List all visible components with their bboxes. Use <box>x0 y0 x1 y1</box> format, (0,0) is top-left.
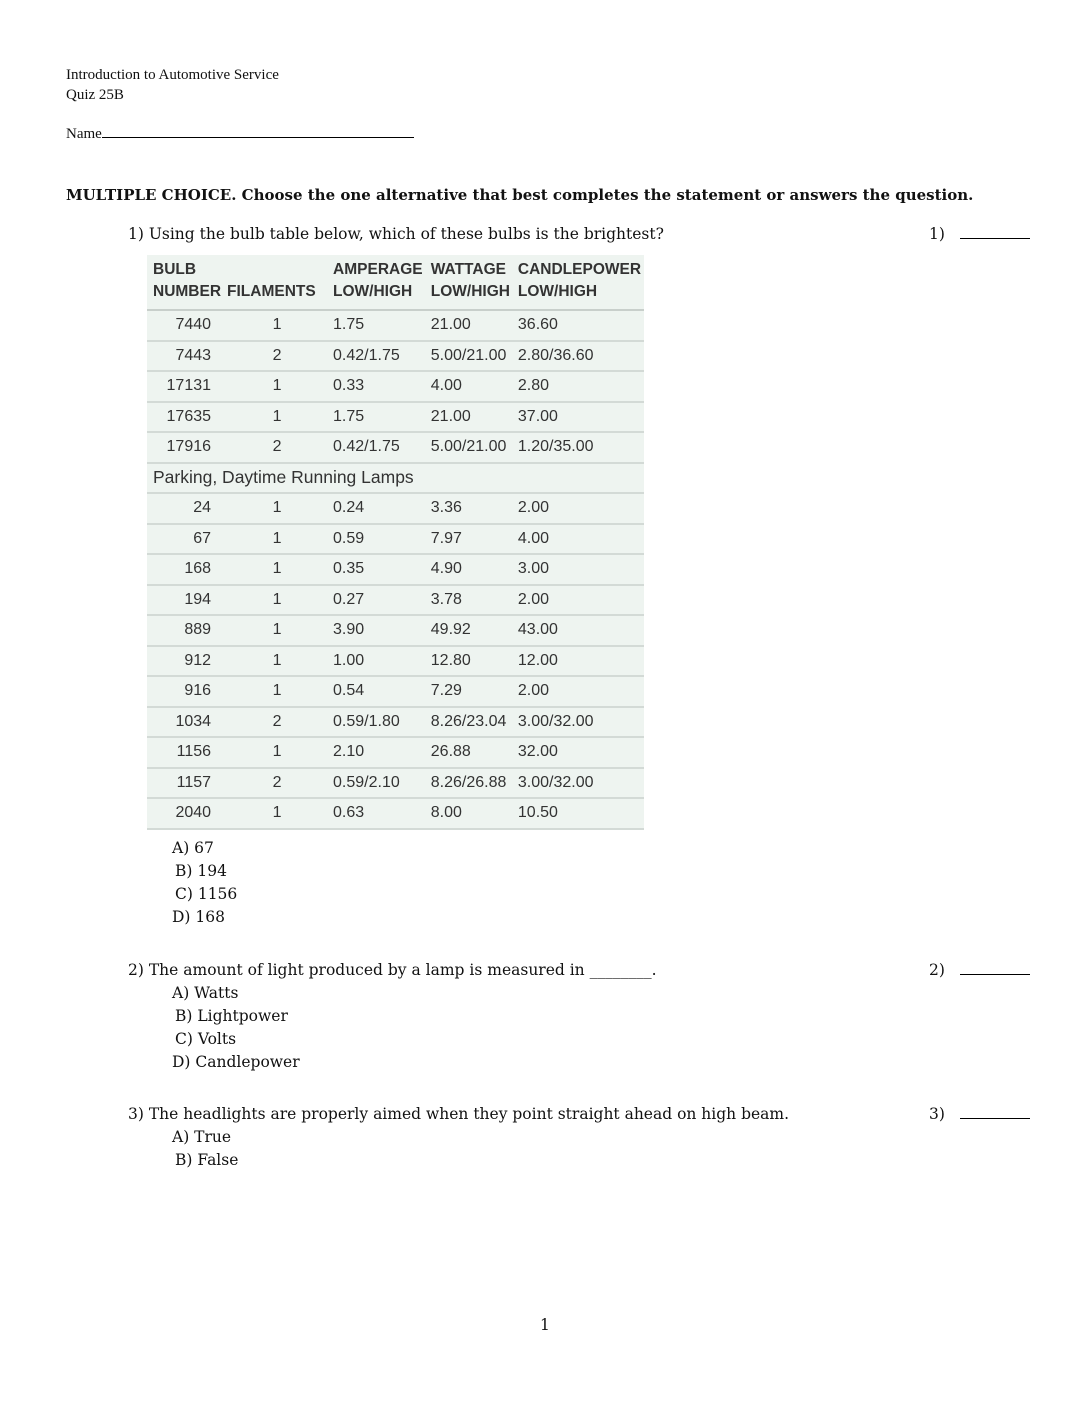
table-cell: 17916 <box>147 432 221 463</box>
column-header: FILAMENTS <box>221 255 327 310</box>
table-cell: 3.00/32.00 <box>512 707 644 738</box>
option-b[interactable]: B) 194 <box>175 862 227 880</box>
table-cell: 43.00 <box>512 615 644 646</box>
table-cell: 4.90 <box>425 554 512 585</box>
table-cell: 1 <box>221 585 327 616</box>
table-cell: 194 <box>147 585 221 616</box>
table-cell: 0.24 <box>327 493 425 524</box>
table-cell: 0.63 <box>327 798 425 829</box>
table-cell: 4.00 <box>512 524 644 555</box>
table-cell: 24 <box>147 493 221 524</box>
option-a[interactable]: A) Watts <box>172 984 239 1002</box>
table-cell: 3.36 <box>425 493 512 524</box>
table-row <box>147 432 644 463</box>
table-cell: 2.10 <box>327 737 425 768</box>
table-cell: 0.59/1.80 <box>327 707 425 738</box>
table-row <box>147 646 644 677</box>
answer-1-label: 1) <box>929 225 945 243</box>
table-cell: 1 <box>221 615 327 646</box>
table-cell: 1 <box>221 798 327 829</box>
answer-3[interactable] <box>929 1105 1030 1123</box>
table-cell: 2040 <box>147 798 221 829</box>
section-row <box>147 463 644 494</box>
instructions: MULTIPLE CHOICE. Choose the one alternative that best completes the statement or answers the question. <box>66 186 974 204</box>
table-cell: 1157 <box>147 768 221 799</box>
table-cell: 7440 <box>147 310 221 341</box>
table-cell: 889 <box>147 615 221 646</box>
table-cell: 0.27 <box>327 585 425 616</box>
table-cell: 2 <box>221 432 327 463</box>
table-cell: 2.80 <box>512 371 644 402</box>
bulb-table <box>147 255 644 830</box>
table-cell: 1 <box>221 402 327 433</box>
table-cell: 1156 <box>147 737 221 768</box>
table-cell: 3.90 <box>327 615 425 646</box>
table-cell: 1 <box>221 676 327 707</box>
option-b[interactable]: B) Lightpower <box>175 1007 288 1025</box>
answer-1-blank[interactable] <box>960 238 1030 239</box>
table-row <box>147 768 644 799</box>
table-cell: 21.00 <box>425 310 512 341</box>
table-row <box>147 676 644 707</box>
option-a[interactable]: A) True <box>172 1128 232 1146</box>
table-row <box>147 615 644 646</box>
page-number: 1 <box>540 1316 550 1334</box>
table-cell: 1034 <box>147 707 221 738</box>
table-cell: 67 <box>147 524 221 555</box>
table-cell: 5.00/21.00 <box>425 432 512 463</box>
table-cell: 0.33 <box>327 371 425 402</box>
table-cell: 912 <box>147 646 221 677</box>
table-cell: 0.42/1.75 <box>327 432 425 463</box>
question-2-text: 2) The amount of light produced by a lamp is measured in ________. <box>128 961 657 979</box>
table-row <box>147 707 644 738</box>
table-cell: 49.92 <box>425 615 512 646</box>
table-cell: 1 <box>221 737 327 768</box>
table-cell: 32.00 <box>512 737 644 768</box>
table-cell: 21.00 <box>425 402 512 433</box>
option-d[interactable]: D) Candlepower <box>172 1053 300 1071</box>
table-cell: 1 <box>221 493 327 524</box>
table-cell: 1.75 <box>327 402 425 433</box>
table-cell: 3.00/32.00 <box>512 768 644 799</box>
table-cell: 26.88 <box>425 737 512 768</box>
table-cell: 17635 <box>147 402 221 433</box>
column-header: BULB NUMBER <box>147 255 221 310</box>
table-row <box>147 798 644 829</box>
table-cell: 12.00 <box>512 646 644 677</box>
table-cell: 0.42/1.75 <box>327 341 425 372</box>
table-cell: 2.00 <box>512 585 644 616</box>
answer-2-blank[interactable] <box>960 974 1030 975</box>
name-blank[interactable] <box>102 137 414 138</box>
name-field[interactable] <box>66 126 414 143</box>
table-row <box>147 310 644 341</box>
table-cell: 17131 <box>147 371 221 402</box>
table-cell: 2 <box>221 707 327 738</box>
option-c[interactable]: C) Volts <box>175 1030 237 1048</box>
table-row <box>147 371 644 402</box>
answer-1[interactable] <box>929 225 1030 243</box>
table-cell: 0.59 <box>327 524 425 555</box>
table-cell: 168 <box>147 554 221 585</box>
table-cell: 2.00 <box>512 676 644 707</box>
table-cell: 2 <box>221 768 327 799</box>
section-title: Parking, Daytime Running Lamps <box>147 463 644 494</box>
column-header: AMPERAGE LOW/HIGH <box>327 255 425 310</box>
table-cell: 8.00 <box>425 798 512 829</box>
name-label: Name <box>66 126 102 142</box>
table-cell: 3.78 <box>425 585 512 616</box>
table-cell: 8.26/23.04 <box>425 707 512 738</box>
table-cell: 7.97 <box>425 524 512 555</box>
table-cell: 7.29 <box>425 676 512 707</box>
table-cell: 2.80/36.60 <box>512 341 644 372</box>
table-cell: 1.75 <box>327 310 425 341</box>
table-cell: 0.54 <box>327 676 425 707</box>
table-cell: 0.59/2.10 <box>327 768 425 799</box>
option-d[interactable]: D) 168 <box>172 908 225 926</box>
table-cell: 1 <box>221 310 327 341</box>
table-cell: 916 <box>147 676 221 707</box>
table-cell: 8.26/26.88 <box>425 768 512 799</box>
table-cell: 1 <box>221 554 327 585</box>
table-cell: 1 <box>221 371 327 402</box>
table-cell: 1 <box>221 524 327 555</box>
table-cell: 4.00 <box>425 371 512 402</box>
table-row <box>147 737 644 768</box>
table-cell: 37.00 <box>512 402 644 433</box>
course-title: Introduction to Automotive Service <box>66 67 279 83</box>
table-cell: 5.00/21.00 <box>425 341 512 372</box>
table-cell: 12.80 <box>425 646 512 677</box>
table-cell: 36.60 <box>512 310 644 341</box>
table-row <box>147 585 644 616</box>
table-row <box>147 554 644 585</box>
option-b[interactable]: B) False <box>175 1151 239 1169</box>
table-cell: 0.35 <box>327 554 425 585</box>
option-c[interactable]: C) 1156 <box>175 885 238 903</box>
column-header: CANDLEPOWER LOW/HIGH <box>512 255 644 310</box>
table-cell: 7443 <box>147 341 221 372</box>
table-row <box>147 493 644 524</box>
answer-3-blank[interactable] <box>960 1118 1030 1119</box>
question-3-text: 3) The headlights are properly aimed when they point straight ahead on high beam. <box>128 1105 790 1123</box>
answer-2-label: 2) <box>929 961 945 979</box>
table-cell: 10.50 <box>512 798 644 829</box>
table-cell: 1.20/35.00 <box>512 432 644 463</box>
table-row <box>147 341 644 372</box>
table-row <box>147 524 644 555</box>
table-row <box>147 402 644 433</box>
option-a[interactable]: A) 67 <box>172 839 214 857</box>
quiz-title: Quiz 25B <box>66 87 124 103</box>
table-cell: 1 <box>221 646 327 677</box>
table-cell: 1.00 <box>327 646 425 677</box>
table-cell: 2 <box>221 341 327 372</box>
question-1-text: 1) Using the bulb table below, which of these bulbs is the brightest? <box>128 225 664 243</box>
answer-3-label: 3) <box>929 1105 945 1123</box>
table-cell: 2.00 <box>512 493 644 524</box>
column-header: WATTAGE LOW/HIGH <box>425 255 512 310</box>
answer-2[interactable] <box>929 961 1030 979</box>
table-cell: 3.00 <box>512 554 644 585</box>
